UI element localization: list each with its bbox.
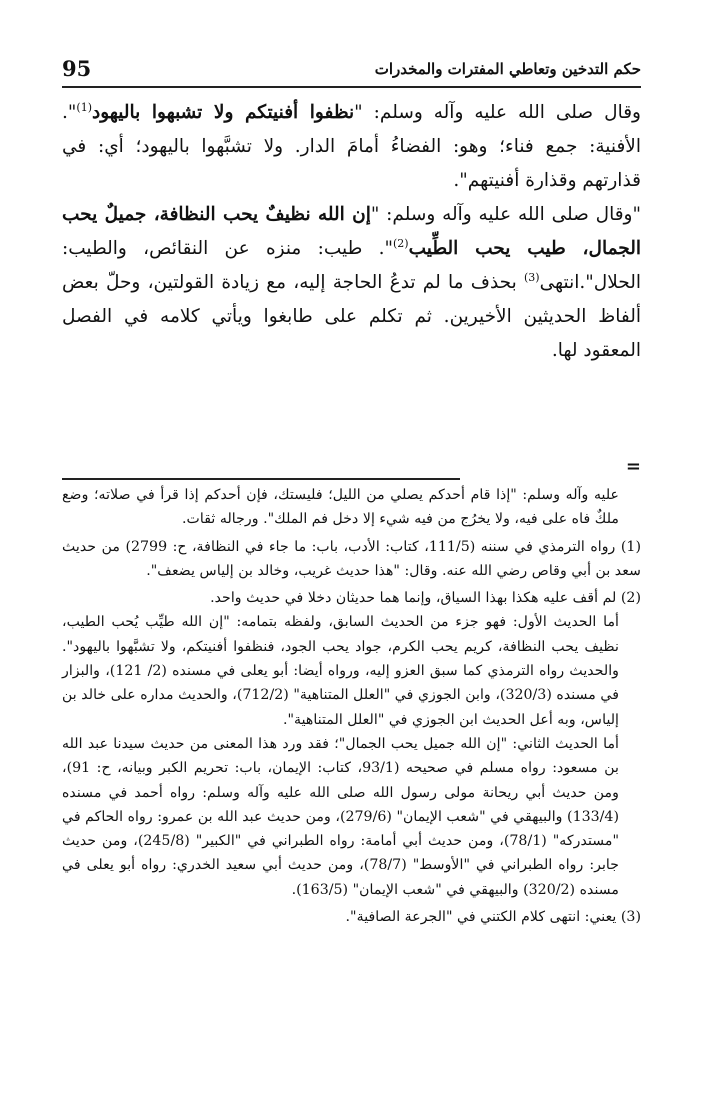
footnote-continuation: عليه وآله وسلم: "إذا قام أحدكم يصلي من الليل؛ فليستك، فإن أحدكم إذا قرأ في صلاته؛ وضع ملكٌ فاه على فيه، ولا يخرُج من فيه شيء إلا دخل فم الملك". ورجاله ثقات. bbox=[62, 487, 619, 528]
p1-intro: وقال صلى الله عليه وآله وسلم: " bbox=[354, 102, 641, 123]
p2-rest: بحذف ما لم تدعُ الحاجة إليه، مع زيادة القولتين، وحلّ بعض ألفاظ الحديثين الأخيرين. ثم تكلم على طابغوا ويأتي كلامه في الفصل المعقود لها. bbox=[62, 272, 641, 361]
footnote-3: (3) يعني: انتهى كلام الكتني في "الجرعة الصافية". bbox=[345, 909, 641, 926]
hadith-quote-2: إن الله نظيفٌ يحب النظافة، جميلٌ يحب الجمال، طيب يحب الطِّيب bbox=[62, 204, 641, 259]
main-text bbox=[62, 96, 641, 368]
footnotes bbox=[62, 483, 641, 929]
footnote-ref-2: (2) bbox=[393, 236, 409, 250]
page-number: 95 bbox=[62, 56, 92, 81]
p2-intro: "وقال صلى الله عليه وآله وسلم: " bbox=[370, 204, 641, 225]
p1-rest: ". الأفنية: جمع فناء؛ وهو: الفضاءُ أمامَ الدار. ولا تشبَّهوا باليهود؛ أي: في قذارتهم وقذارة أفنيتهم". bbox=[62, 102, 641, 191]
paragraph-1 bbox=[62, 96, 641, 198]
running-title: حكم التدخين وتعاطي المفترات والمخدرات bbox=[374, 60, 641, 78]
footnote-separator bbox=[62, 478, 460, 480]
footnote-2-first-hadith: أما الحديث الأول: فهو جزء من الحديث السابق، ولفظه بتمامه: "إن الله طيِّب يُحب الطيب، نظيف يحب النظافة، كريم يحب الكرم، جواد يحب الجود، فنظفوا أفنيتكم، ولا تشبَّهوا باليهود". والحديث رواه الترمذي كما سبق العزو إليه، ورواه أيضا: أبو يعلى في مسنده (2/ 121)، والبزار في مسنده (320/3)، وابن الجوزي في "العلل المتناهية" (712/2)، والحديث مداره على خالد بن إلياس، وبه أعل الحديث ابن الجوزي في "العلل المتناهية". bbox=[62, 614, 619, 728]
footnote-1: (1) رواه الترمذي في سننه (111/5، كتاب: الأدب، باب: ما جاء في النظافة، ح: 2799) من حديث سعد بن أبي وقاص رضي الله عنه. وقال: "هذا حديث غريب، وخالد بن إلياس يضعف". bbox=[62, 538, 641, 579]
page-header bbox=[62, 52, 641, 88]
hadith-quote-1: نظفوا أفنيتكم ولا تشبهوا باليهود bbox=[91, 102, 355, 123]
footnote-ref-1: (1) bbox=[76, 100, 92, 114]
continuation-mark: = bbox=[625, 456, 641, 477]
footnote-2-second-hadith: أما الحديث الثاني: "إن الله جميل يحب الجمال"؛ فقد ورد هذا المعنى من حديث سيدنا عبد الله بن مسعود: رواه مسلم في صحيحه (93/1، كتاب: الإيمان، باب: تحريم الكبر وبيانه، ح: 91)، ومن حديث أبي ريحانة مولى رسول الله صلى الله عليه وآله وسلم: رواه أحمد في مسنده (133/4) والبيهقي في "شعب الإيمان" (279/6)، ومن حديث عبد الله بن عمرو: رواه الحاكم في "مستدركه" (78/1)، ومن حديث أبي أمامة: رواه الطبراني في "الكبير" (245/8)، ومن حديث جابر: رواه الطبراني في "الأوسط" (78/7)، ومن حديث أبي سعيد الخدري: رواه أبو يعلى في مسنده (320/2) والبيهقي في "شعب الإيمان" (163/5). bbox=[62, 735, 620, 898]
footnote-2: (2) لم أقف عليه هكذا بهذا السياق، وإنما هما حديثان دخلا في حديث واحد. bbox=[210, 590, 641, 607]
paragraph-2 bbox=[62, 198, 641, 368]
p2-middle: ". طيب: منزه عن النقائص، والطيب: الحلال".انتهى bbox=[62, 238, 641, 293]
footnote-ref-3: (3) bbox=[523, 270, 540, 284]
